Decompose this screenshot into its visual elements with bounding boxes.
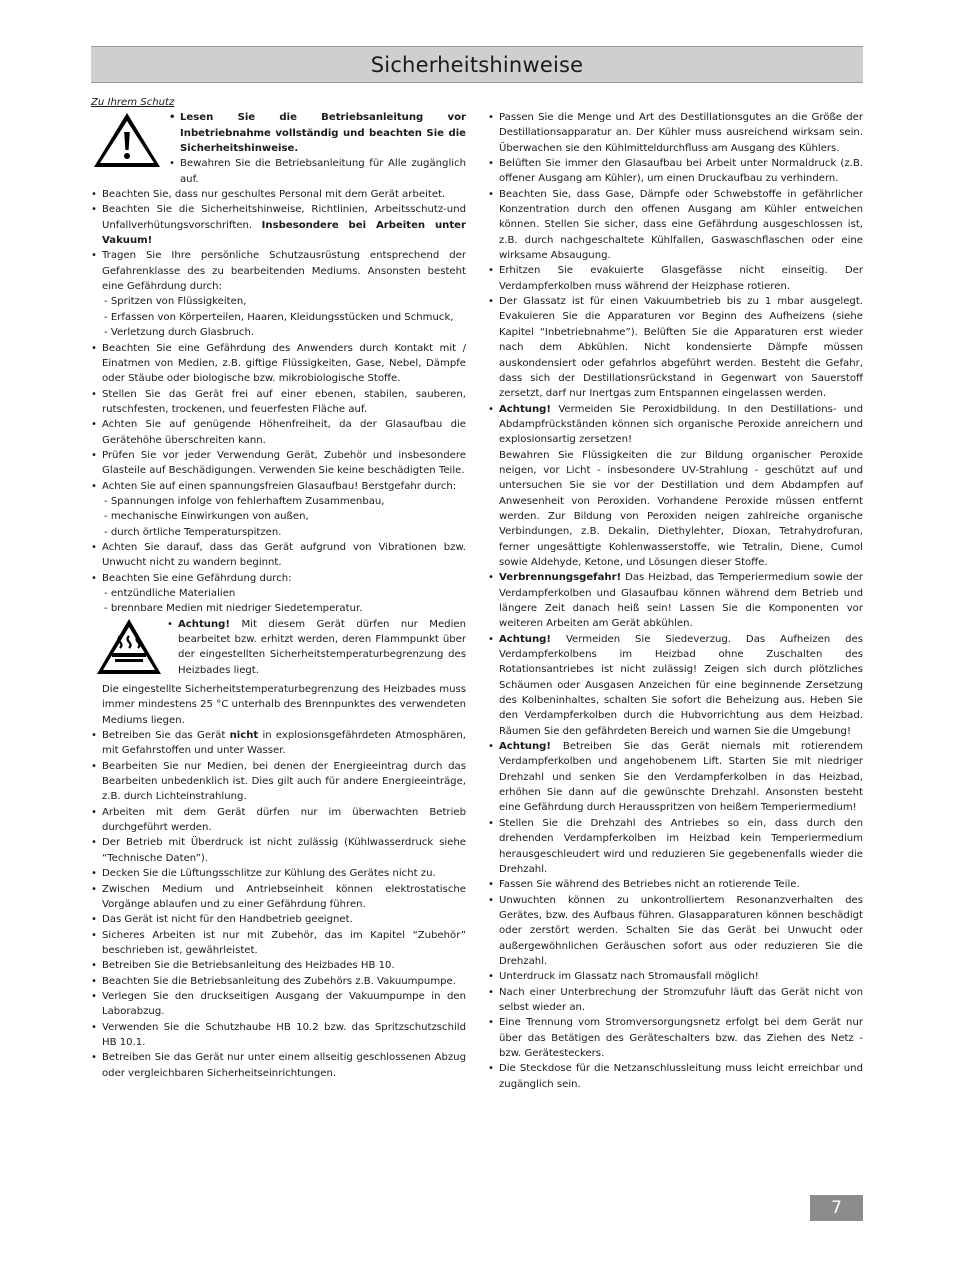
safety-subitem: - brennbare Medien mit niedriger Siedetemperatur.	[104, 603, 363, 615]
safety-item: • Bearbeiten Sie nur Medien, bei denen der Energieeintrag durch das Bearbeiten unbedenklich ist. Dies gilt auch für andere Energieeinträge, z.B. durch Lichteinstrahlung.	[91, 759, 466, 805]
safety-item: • Achten Sie auf genügende Höhenfreiheit, da der Glasaufbau die Gerätehöhe überschreiten kann.	[91, 417, 466, 448]
safety-item: • Decken Sie die Lüftungsschlitze zur Kühlung des Gerätes nicht zu.	[91, 866, 466, 881]
safety-item: • Tragen Sie Ihre persönliche Schutzausrüstung entsprechend der Gefahrenklasse des zu bearbeitenden Mediums. Ansonsten besteht eine Gefährdung durch:	[91, 248, 466, 294]
safety-item: • Unwuchten können zu unkontrolliertem Resonanzverhalten des Gerätes, bzw. des Aufbaus führen. Glasapparaturen können beschädigt oder zerstört werden. Schalten Sie das Gerät bei Unwucht oder außergewöhnlichen Geräuschen sofort aus oder reduzieren Sie die Drehzahl.	[488, 893, 863, 970]
safety-subitem: - Spannungen infolge von fehlerhaftem Zusammenbau,	[104, 495, 385, 507]
safety-item: • Stellen Sie das Gerät frei auf einer ebenen, stabilen, sauberen, rutschfesten, trockenen, und feuerfesten Fläche auf.	[91, 387, 466, 418]
safety-item: • Achtung! Vermeiden Sie Peroxidbildung. In den Destillations- und Abdampfrückständen können sich organische Peroxide anreichern und explosionsartig zersetzen!	[488, 402, 863, 448]
intro-keep-manual: • Bewahren Sie die Betriebsanleitung für Alle zugänglich auf.	[169, 156, 466, 187]
safety-item: • Der Betrieb mit Überdruck ist nicht zulässig (Kühlwasserdruck siehe “Technische Daten”).	[91, 835, 466, 866]
achtung-continuation: Die eingestellte Sicherheitstemperaturbegrenzung des Heizbades muss immer mindestens 25 °C unterhalb des Brennpunktes des verwendeten Mediums liegen.	[102, 684, 466, 726]
safety-item: • Betreiben Sie die Betriebsanleitung des Heizbades HB 10.	[91, 958, 466, 973]
safety-item: • Beachten Sie die Betriebsanleitung des Zubehörs z.B. Vakuumpumpe.	[91, 974, 466, 989]
safety-subitem: - mechanische Einwirkungen von außen,	[104, 511, 309, 523]
safety-item: • Fassen Sie während des Betriebes nicht an rotierende Teile.	[488, 877, 863, 892]
safety-subitem: - Erfassen von Körperteilen, Haaren, Kleidungsstücken und Schmuck,	[104, 311, 454, 323]
safety-item-continuation: Bewahren Sie Flüssigkeiten die zur Bildung organischer Peroxide neigen, vor Licht - insbesondere UV-Strahlung - geschützt auf und untersuchen Sie sie vor der Destillation und dem Abdampfen auf Anwesenheit von Peroxiden. Vorhandene Peroxide müssen entfernt werden. Zur Bildung von Peroxiden neigen zahlreiche organische Verbindungen, z.B. Dekalin, Diethylehter, Dioxan, Tetrahydrofuran, ferner ungesättigte Kohlenwasserstoffe, wie Tetralin, Diene, Cumol sowie Aldehyde, Ketone, und Lösungen dieser Stoffe.	[499, 449, 863, 568]
safety-item: • Unterdruck im Glassatz nach Stromausfall möglich!	[488, 969, 863, 984]
safety-item: • Passen Sie die Menge und Art des Destillationsgutes an die Größe der Destillationsapparatur an. Der Kühler muss ausreichend wirksam sein. Überwachen sie den Kühlmitteldurchfluss am Ausgang des Kühlers.	[488, 110, 863, 156]
safety-item: • Sicheres Arbeiten ist nur mit Zubehör, das im Kapitel “Zubehör” beschrieben ist, gewährleistet.	[91, 928, 466, 959]
safety-item: • Beachten Sie die Sicherheitshinweise, Richtlinien, Arbeitsschutz-und Unfallverhütungsvorschriften. Insbesondere bei Arbeiten unter Vakuum!	[91, 202, 466, 248]
safety-item: • Verbrennungsgefahr! Das Heizbad, das Temperiermedium sowie der Verdampferkolben und Glasaufbau können während dem Betrieb und längere Zeit danach heiß sein! Lassen Sie die Komponenten vor weiteren Arbeiten am Gerät abkühlen.	[488, 570, 863, 631]
intro-warning-block	[91, 110, 466, 187]
safety-item: • Beachten Sie eine Gefährdung durch:	[91, 571, 466, 586]
intro-read-manual: • Lesen Sie die Betriebsanleitung vor Inbetriebnahme vollständig und beachten Sie die Sicherheitshinweise.	[169, 110, 466, 156]
safety-subitem: - Spritzen von Flüssigkeiten,	[104, 296, 247, 308]
safety-item: • Die Steckdose für die Netzanschlussleitung muss leicht erreichbar und zugänglich sein.	[488, 1061, 863, 1092]
hot-surface-warning-block	[91, 617, 466, 682]
safety-subitem: - durch örtliche Temperaturspitzen.	[104, 526, 282, 538]
warning-triangle-icon	[91, 110, 163, 175]
right-column	[488, 95, 863, 1092]
safety-item: • Beachten Sie, dass nur geschultes Personal mit dem Gerät arbeitet.	[91, 187, 466, 202]
safety-item: • Eine Trennung vom Stromversorgungsnetz erfolgt bei dem Gerät nur über das Betätigen des Geräteschalters bzw. das Ziehen des Netz - bzw. Gerätesteckers.	[488, 1015, 863, 1061]
page-header	[91, 46, 863, 83]
page-title: Sicherheitshinweise	[370, 52, 584, 77]
safety-item: • Verlegen Sie den druckseitigen Ausgang der Vakuumpumpe in den Laborabzug.	[91, 989, 466, 1020]
safety-item: • Erhitzen Sie evakuierte Glasgefässe nicht einseitig. Der Verdampferkolben muss während der Heizphase rotieren.	[488, 263, 863, 294]
safety-item: • Prüfen Sie vor jeder Verwendung Gerät, Zubehör und insbesondere Glasteile auf Beschädigungen. Verwenden Sie keine beschädigten Teile.	[91, 448, 466, 479]
left-column	[91, 95, 466, 1081]
safety-subitem: - Verletzung durch Glasbruch.	[104, 327, 255, 339]
safety-item: • Arbeiten mit dem Gerät dürfen nur im überwachten Betrieb durchgeführt werden.	[91, 805, 466, 836]
safety-item: • Achtung! Vermeiden Sie Siedeverzug. Das Aufheizen des Verdampferkolbens im Heizbad ohne Zuschalten des Rotationsantriebes ist nicht zulässig! Zeigen sich durch plötzliches Schäumen oder Ausgasen Anzeichen für eine beginnende Zersetzung des Kolbeninhaltes, schalten Sie sofort die Beheizung aus. Heben Sie den Verdampferkolben durch die Hubvorrichtung aus dem Heizbad. Räumen Sie den gefährdeten Bereich und warnen Sie die Umgebung!	[488, 632, 863, 739]
safety-item: • Belüften Sie immer den Glasaufbau bei Arbeit unter Normaldruck (z.B. offener Ausgang am Kühler), um einen Druckaufbau zu verhindern.	[488, 156, 863, 187]
safety-item: • Verwenden Sie die Schutzhaube HB 10.2 bzw. das Spritzschutzschild HB 10.1.	[91, 1020, 466, 1051]
safety-item: • Beachten Sie, dass Gase, Dämpfe oder Schwebstoffe in gefährlicher Konzentration durch den offenen Ausgang am Kühler entweichen können. Stellen Sie sicher, dass eine Gefährdung ausgeschlossen ist, z.B. durch nachgeschaltete Kühlfallen, Gaswaschflaschen oder eine wirksame Absaugung.	[488, 187, 863, 264]
safety-item: • Der Glassatz ist für einen Vakuumbetrieb bis zu 1 mbar ausgelegt. Evakuieren Sie die Apparaturen vor Beginn des Aufheizens (siehe Kapitel “Inbetriebnahme”). Belüften Sie die Apparaturen erst wieder nach dem Abkühlen. Nicht kondensierte Dämpfe müssen auskondensiert oder gefahrlos abgeführt werden. Besteht die Gefahr, dass sich der Destillationsrückstand in Gegenwart von Sauerstoff zersetzt, darf nur Inertgas zum Entspannen eingelassen werden.	[488, 294, 863, 401]
safety-item: • Betreiben Sie das Gerät nur unter einem allseitig geschlossenen Abzug oder vergleichbaren Sicherheitseinrichtungen.	[91, 1050, 466, 1081]
safety-item: • Das Gerät ist nicht für den Handbetrieb geeignet.	[91, 912, 466, 927]
safety-item: • Achten Sie darauf, dass das Gerät aufgrund von Vibrationen bzw. Unwucht nicht zu wandern beginnt.	[91, 540, 466, 571]
safety-subitem: - entzündliche Materialien	[104, 588, 236, 599]
section-heading: Zu Ihrem Schutz	[91, 97, 175, 108]
safety-item: • Stellen Sie die Drehzahl des Antriebes so ein, dass durch den drehenden Verdampferkolben im Heizbad kein Temperiermedium herausgeschleudert wird und reduzieren Sie gegebenenfalls wieder die Drehzahl.	[488, 816, 863, 877]
safety-item: • Achten Sie auf einen spannungsfreien Glasaufbau! Berstgefahr durch:	[91, 479, 466, 494]
page-number-badge: 7	[810, 1195, 863, 1221]
hot-surface-icon	[91, 617, 163, 682]
achtung-flammpunkt: • Achtung! Mit diesem Gerät dürfen nur Medien bearbeitet bzw. erhitzt werden, deren Flammpunkt über der eingestellten Sicherheitstemperaturbegrenzung des Heizbades liegt.	[167, 617, 466, 678]
safety-item: • Zwischen Medium und Antriebseinheit können elektrostatische Vorgänge ablaufen und zu einer Gefährdung führen.	[91, 882, 466, 913]
safety-item: • Betreiben Sie das Gerät nicht in explosionsgefährdeten Atmosphären, mit Gefahrstoffen und unter Wasser.	[91, 728, 466, 759]
safety-item: • Nach einer Unterbrechung der Stromzufuhr läuft das Gerät nicht von selbst wieder an.	[488, 985, 863, 1016]
safety-item: • Achtung! Betreiben Sie das Gerät niemals mit rotierendem Verdampferkolben und angehobenem Lift. Starten Sie mit niedriger Drehzahl und senken Sie den Verdampferkolben in das Heizbad, erhöhen Sie dann auf die gewünschte Drehzahl. Ansonsten besteht eine Gefährdung durch Herausspritzen von heißem Temperiermedium!	[488, 739, 863, 816]
safety-item: • Beachten Sie eine Gefährdung des Anwenders durch Kontakt mit / Einatmen von Medien, z.B. giftige Flüssigkeiten, Gase, Nebel, Dämpfe oder Stäube oder biologische bzw. mikrobiologische Stoffe.	[91, 341, 466, 387]
